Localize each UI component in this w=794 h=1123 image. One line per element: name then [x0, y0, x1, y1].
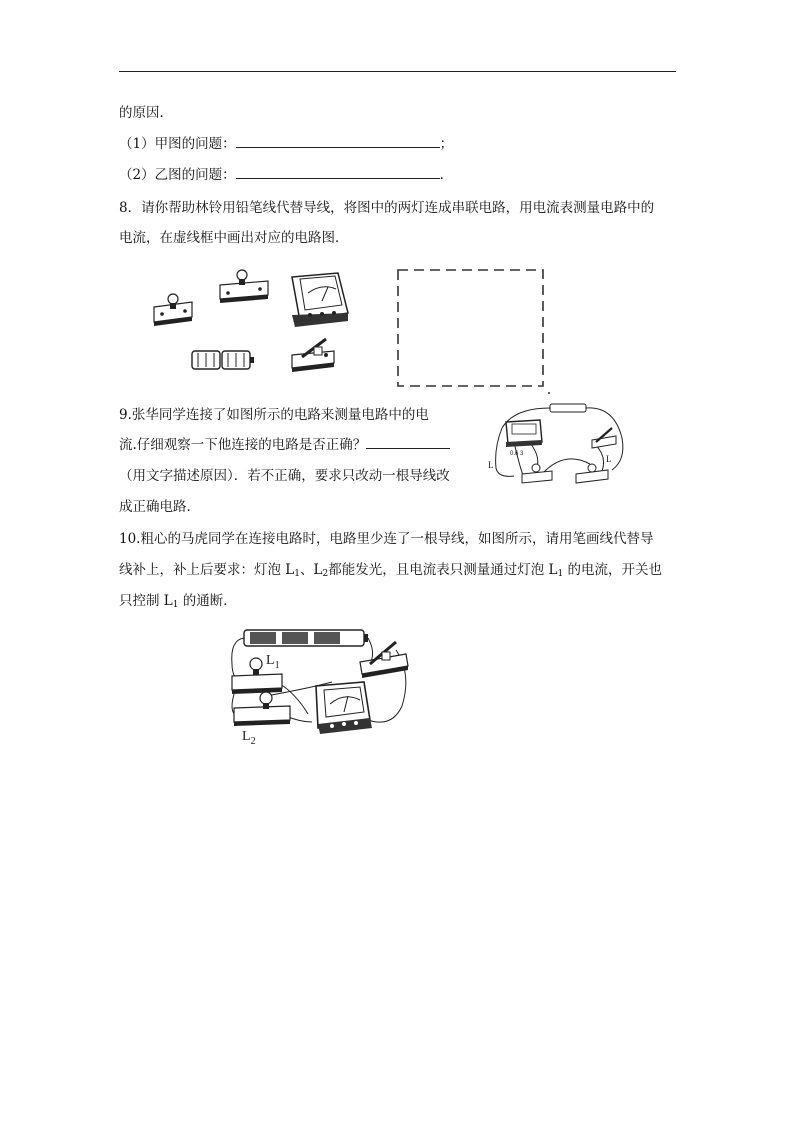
- q7-continuation: 的原因．: [119, 105, 173, 121]
- bulb-board-left: [154, 294, 192, 326]
- q10-line2-part-a: 线补上，补上后要求：灯泡 L: [119, 562, 295, 578]
- q7-part-a-answer-blank[interactable]: [236, 135, 440, 148]
- q8-circuit-drawing-box[interactable]: [396, 268, 546, 388]
- q7-part-b-answer-blank[interactable]: [236, 166, 440, 179]
- q10-sub-3: 1: [557, 569, 564, 579]
- q10-label-L2: $L_2$: [242, 729, 256, 747]
- q7-part-a-end: ；: [439, 136, 454, 152]
- q10-circuit-figure: [220, 624, 415, 747]
- q10-label-L1: $L_1$: [266, 653, 280, 671]
- q7-part-b: [119, 166, 453, 184]
- q9-circuit-figure: [484, 398, 634, 493]
- q9-label-L-right: L: [606, 454, 612, 464]
- bulb-board-left: [522, 464, 552, 483]
- q10-line3-part-a: 只控制 L: [119, 593, 173, 609]
- q10-line2-part-b: 、L: [300, 562, 323, 578]
- header-rule: [119, 71, 676, 72]
- q7-part-a-label: （1）甲图的问题：: [119, 136, 236, 152]
- battery-icon: [550, 404, 586, 412]
- ammeter-icon: [506, 420, 542, 447]
- ammeter-icon: [292, 273, 348, 327]
- q10-sub-2: 2: [322, 569, 329, 579]
- q10-text-line3: [119, 592, 237, 614]
- q10-line2-part-c: 都能发光，且电流表只测量通过灯泡 L: [328, 562, 558, 578]
- q10-sub-1: 1: [294, 569, 300, 579]
- switch-icon: [360, 642, 408, 678]
- battery-icon: [192, 351, 254, 369]
- q10-text-line1: 10.粗心的马虎同学在连接电路时，电路里少连了一根导线，如图所示，请用笔画线代替导: [119, 531, 654, 547]
- q9-meter-scale: 0.6 3: [510, 451, 524, 457]
- q10-line2-part-d: 的电流，开关也: [563, 562, 662, 578]
- switch-icon: [292, 339, 334, 372]
- bulb-board-right: [220, 270, 268, 303]
- q9-text-line2: [119, 436, 450, 454]
- switch-icon: [592, 428, 616, 448]
- q9-text-line3: （用文字描述原因）．若不正确，要求只改动一根导线改: [119, 468, 450, 484]
- q8-text-line1: 8．请你帮助林铃用铅笔线代替导线，将图中的两灯连成串联电路，用电流表测量电路中的: [119, 200, 655, 216]
- bulb-L2: [234, 692, 290, 726]
- q9-question: 流.仔细观察一下他连接的电路是否正确？: [119, 437, 367, 453]
- battery-icon: [244, 630, 368, 646]
- q9-answer-blank[interactable]: [366, 436, 450, 449]
- q9-text-line4: 成正确电路．: [119, 499, 200, 515]
- q10-sub-4: 1: [172, 600, 179, 610]
- ammeter-icon: [316, 682, 372, 734]
- q7-part-b-end: ．: [439, 167, 454, 183]
- q10-line3-part-b: 的通断．: [178, 593, 237, 609]
- q7-part-b-label: （2）乙图的问题：: [119, 167, 236, 183]
- q8-text-line2: 电流，在虚线框中画出对应的电路图．: [119, 230, 349, 246]
- q7-part-a: [119, 135, 453, 153]
- q9-label-L-left: L: [488, 460, 494, 470]
- q8-components-figure: [140, 255, 370, 380]
- q10-text-line2: [119, 561, 662, 583]
- q9-text-line1: 9.张华同学连接了如图所示的电路来测量电路中的电: [119, 407, 429, 423]
